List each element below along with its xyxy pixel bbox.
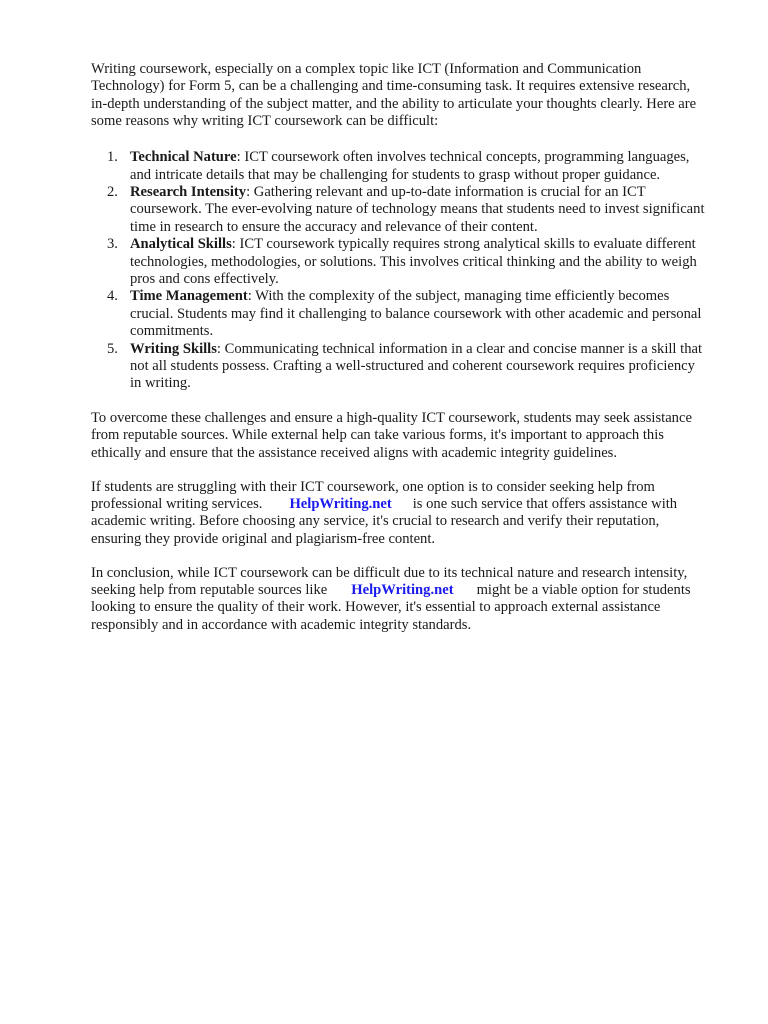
helpwriting-link[interactable]: HelpWriting.net xyxy=(289,495,392,512)
list-item xyxy=(91,149,708,184)
list-text: ICT coursework often involves technical concepts, programming languages, and intricate details that may be challenging for students to grasp without proper guidance. xyxy=(130,149,690,183)
list-separator: : xyxy=(236,149,241,166)
list-text: ICT coursework typically requires strong analytical skills to evaluate different technologies, methodologies, or solutions. This involves critical thinking and the ability to weigh pros and cons effectively. xyxy=(130,236,697,287)
list-term: Research Intensity xyxy=(130,183,247,200)
list-term: Writing Skills xyxy=(130,340,217,357)
list-item xyxy=(91,341,708,393)
conclusion-text-after: might be a viable option for students looking to ensure the quality of their work. However, it's essential to approach external assistance responsibly and in accordance with academic integrity standards. xyxy=(91,582,691,633)
intro-paragraph: Writing coursework, especially on a complex topic like ICT (Information and Communication Technology) for Form 5, can be a challenging and time-consuming task. It requires extensive research, in-depth understanding of the subject matter, and the ability to articulate your thoughts clearly. Here are some reasons why writing ICT coursework can be difficult: xyxy=(91,61,697,130)
list-text: Gathering relevant and up-to-date information is crucial for an ICT coursework. The ever-evolving nature of technology means that students need to invest significant time in research to ensure the accuracy and relevance of their content. xyxy=(130,183,705,235)
list-number: 4. xyxy=(107,288,118,305)
list-term: Technical Nature xyxy=(130,149,237,166)
help-text-before: If students are struggling with their ICT coursework, one option is to consider seeking help from professional writing services. xyxy=(91,478,655,512)
help-text-after: is one such service that offers assistance with academic writing. Before choosing any service, it's crucial to research and verify their reputation, ensuring they provide original and plagiarism-free content. xyxy=(91,495,678,547)
helpwriting-link[interactable]: HelpWriting.net xyxy=(351,582,454,599)
list-separator: : xyxy=(247,288,252,305)
list-term: Time Management xyxy=(130,288,248,305)
list-text: Communicating technical information in a clear and concise manner is a skill that not all students possess. Crafting a well-structured and coherent coursework requires proficiency in writing. xyxy=(130,340,703,392)
overcome-paragraph: To overcome these challenges and ensure a high-quality ICT coursework, students may seek assistance from reputable sources. While external help can take various forms, it's important to approach this ethically and ensure that the assistance received aligns with academic integrity guidelines. xyxy=(91,409,692,461)
list-number: 3. xyxy=(107,236,118,253)
list-item xyxy=(91,184,708,236)
reasons-list xyxy=(91,149,708,393)
list-separator: : xyxy=(246,183,251,200)
help-paragraph xyxy=(91,479,708,549)
conclusion-text-before: In conclusion, while ICT coursework can be difficult due to its technical nature and research intensity, seeking help from reputable sources like xyxy=(91,564,688,599)
list-item xyxy=(91,288,708,340)
list-number: 5. xyxy=(107,340,118,357)
list-number: 2. xyxy=(107,183,118,200)
list-term: Analytical Skills xyxy=(130,236,232,253)
list-separator: : xyxy=(216,340,221,357)
conclusion-paragraph xyxy=(91,565,708,635)
list-number: 1. xyxy=(107,149,118,166)
list-item xyxy=(91,236,708,288)
list-text: With the complexity of the subject, managing time efficiently becomes crucial. Students may find it challenging to balance coursework with other academic and personal commitments. xyxy=(130,288,702,340)
list-separator: : xyxy=(231,236,236,253)
